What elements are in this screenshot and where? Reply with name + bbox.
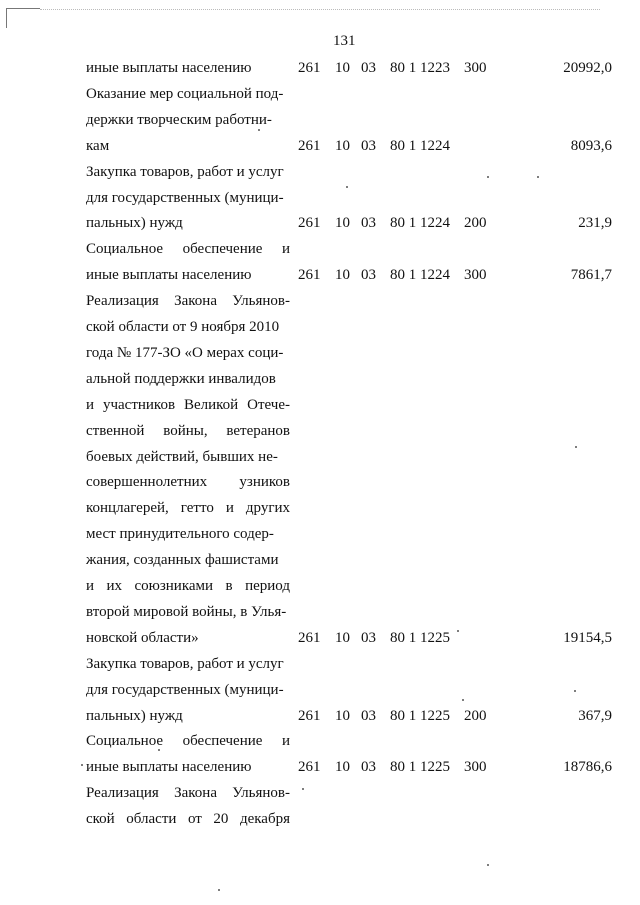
description-line: пальных) нужд (86, 708, 183, 724)
description-line: мест принудительного содер- (86, 526, 274, 542)
scan-speck (302, 788, 304, 790)
description-line: боевых действий, бывших не- (86, 449, 278, 465)
scan-speck (487, 176, 489, 178)
description-line: Закупка товаров, работ и услуг (86, 656, 284, 672)
table-row (0, 627, 640, 649)
amount: 367,9 (578, 708, 612, 724)
expense-type-code: 200 (464, 215, 487, 231)
description-line: иные выплаты населению (86, 60, 252, 76)
description-line: новской области» (86, 630, 199, 646)
ministry-code: 261 (298, 630, 321, 646)
ministry-code: 261 (298, 759, 321, 775)
subsection-code: 03 (361, 759, 376, 775)
description-line: жания, созданных фашистами (86, 552, 279, 568)
scan-speck (218, 889, 220, 891)
subsection-code: 03 (361, 215, 376, 231)
amount: 19154,5 (563, 630, 612, 646)
table-row (0, 756, 640, 778)
description-line: ской области от 9 ноября 2010 (86, 319, 280, 335)
table-row (0, 264, 640, 286)
scan-speck (346, 186, 348, 188)
description-line: иные выплаты населению (86, 759, 252, 775)
description-line: держки творческим работни- (86, 112, 272, 128)
table-row (0, 212, 640, 234)
ministry-code: 261 (298, 138, 321, 154)
description-line: второй мировой войны, в Улья- (86, 604, 287, 620)
scan-speck (575, 446, 577, 448)
target-article-code: 80 1 1223 (390, 60, 450, 76)
description-line: совершеннолетних узников (86, 474, 290, 490)
scan-top-edge (40, 9, 600, 10)
subsection-code: 03 (361, 60, 376, 76)
ministry-code: 261 (298, 267, 321, 283)
section-code: 10 (335, 630, 350, 646)
description-line: года № 177-ЗО «О мерах соци- (86, 345, 284, 361)
table-row (0, 135, 640, 157)
description-line: Реализация Закона Ульянов- (86, 785, 290, 801)
description-line: для государственных (муници- (86, 682, 284, 698)
description-line: ственной войны, ветеранов (86, 423, 290, 439)
description-line: и участников Великой Отече- (86, 397, 290, 413)
description-line: Оказание мер социальной под- (86, 86, 284, 102)
amount: 8093,6 (570, 138, 612, 154)
description-line: Реализация Закона Ульянов- (86, 293, 290, 309)
description-line: пальных) нужд (86, 215, 183, 231)
description-line: Социальное обеспечение и (86, 241, 290, 257)
section-code: 10 (335, 215, 350, 231)
amount: 231,9 (578, 215, 612, 231)
ministry-code: 261 (298, 708, 321, 724)
ministry-code: 261 (298, 60, 321, 76)
scan-speck (258, 129, 260, 131)
table-row (0, 705, 640, 727)
subsection-code: 03 (361, 267, 376, 283)
ministry-code: 261 (298, 215, 321, 231)
description-line: для государственных (муници- (86, 190, 284, 206)
amount: 18786,6 (563, 759, 612, 775)
target-article-code: 80 1 1225 (390, 759, 450, 775)
scan-speck (487, 864, 489, 866)
target-article-code: 80 1 1225 (390, 708, 450, 724)
description-line: альной поддержки инвалидов (86, 371, 276, 387)
description-line: иные выплаты населению (86, 267, 252, 283)
description-line: концлагерей, гетто и других (86, 500, 290, 516)
amount: 20992,0 (563, 60, 612, 76)
page-number: 131 (333, 33, 356, 49)
expense-type-code: 200 (464, 708, 487, 724)
scan-speck (158, 749, 160, 751)
target-article-code: 80 1 1224 (390, 138, 450, 154)
scan-corner-mark (6, 8, 40, 9)
section-code: 10 (335, 60, 350, 76)
description-line: Закупка товаров, работ и услуг (86, 164, 284, 180)
target-article-code: 80 1 1225 (390, 630, 450, 646)
section-code: 10 (335, 708, 350, 724)
description-line: и их союзниками в период (86, 578, 290, 594)
expense-type-code: 300 (464, 759, 487, 775)
amount: 7861,7 (570, 267, 612, 283)
section-code: 10 (335, 759, 350, 775)
subsection-code: 03 (361, 708, 376, 724)
subsection-code: 03 (361, 630, 376, 646)
scan-speck (537, 176, 539, 178)
description-line: ской области от 20 декабря (86, 811, 290, 827)
scan-speck (574, 690, 576, 692)
expense-type-code: 300 (464, 267, 487, 283)
scan-corner-mark (6, 8, 7, 28)
description-line: Социальное обеспечение и (86, 733, 290, 749)
target-article-code: 80 1 1224 (390, 267, 450, 283)
section-code: 10 (335, 138, 350, 154)
target-article-code: 80 1 1224 (390, 215, 450, 231)
expense-type-code: 300 (464, 60, 487, 76)
scan-speck (462, 699, 464, 701)
table-row (0, 57, 640, 79)
scan-speck (81, 764, 83, 766)
section-code: 10 (335, 267, 350, 283)
description-line: кам (86, 138, 110, 154)
scan-speck (457, 630, 459, 632)
subsection-code: 03 (361, 138, 376, 154)
